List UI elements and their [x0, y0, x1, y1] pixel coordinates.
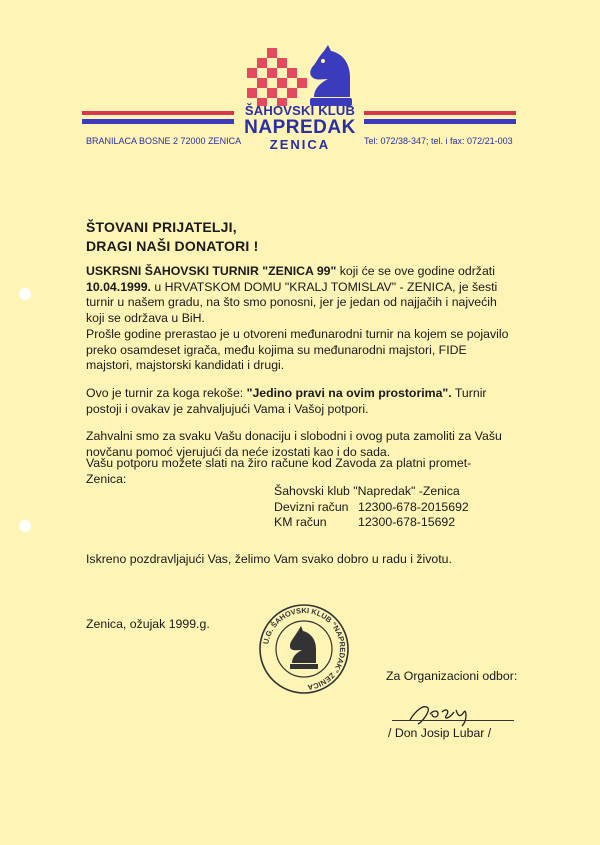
punch-hole-top — [19, 288, 31, 300]
paragraph-regards: Iskreno pozdravljajući Vas, želimo Vam svako dobro u radu i životu. — [86, 552, 452, 566]
tournament-name: USKRSNI ŠAHOVSKI TURNIR "ZENICA 99" — [86, 264, 337, 278]
paragraph-text: Ovo je turnir za koga rekoše: — [86, 386, 247, 400]
account-label: KM račun — [274, 515, 327, 530]
account-row — [274, 500, 469, 516]
committee-label: Za Organizacioni odbor: — [386, 669, 518, 683]
paragraph-text: Turnir postoji i ovakav je zahvaljujući Vama i Vašoj potpori. — [86, 386, 487, 416]
bank-accounts — [274, 484, 469, 531]
paragraph-tournament — [86, 264, 514, 327]
paragraph-thanks: Zahvalni smo za svaku Vašu donaciju i slobodni i ovog puta zamoliti za Vašu novčanu pomoć vjerujući da neće izostati kao i do sada. — [86, 429, 502, 459]
paragraph-accounts-intro: Vašu potporu možete slati na žiro račune kod Zavoda za platni promet- Zenica: — [86, 456, 472, 486]
paragraph-text: koji će se ove godine održati — [336, 264, 495, 278]
club-stamp — [258, 603, 350, 695]
handwritten-signature — [402, 700, 482, 728]
signature-line — [392, 720, 514, 721]
quote-text: "Jedino pravi na ovim prostorima". — [246, 386, 452, 400]
place-date: Zenica, ožujak 1999.g. — [86, 617, 210, 631]
account-number: 12300-678-15692 — [358, 515, 456, 530]
club-name-line3: ZENICA — [269, 137, 331, 152]
paragraph-quote — [86, 386, 514, 417]
paragraph-history: Prošle godine prerastao je u otvoreni međunarodni turnir na kojem se pojavilo preko osamdeset igrača, među kojima su međunarodni majstori, FIDE majstori, majstorski kandidati i drugi. — [86, 327, 509, 373]
greeting-line1: ŠTOVANI PRIJATELJI, — [86, 219, 237, 235]
punch-hole-bottom — [19, 520, 31, 532]
svg-text:U.G. ŠAHOVSKI KLUB "NAPREDAK": U.G. ŠAHOVSKI KLUB "NAPREDAK" ZENICA — [261, 605, 348, 692]
club-address: BRANILACA BOSNE 2 72000 ZENICA — [86, 136, 242, 146]
paragraph-text: u HRVATSKOM DOMU "KRALJ TOMISLAV" - ZENICA, je šesti turnir u našem gradu, na što smo ponosni, jer je jedan od najjačih i najvećih koji se održava u BiH. — [86, 279, 498, 326]
account-number: 12300-678-2015692 — [358, 499, 469, 514]
greeting — [86, 218, 258, 256]
checkerboard-logo — [247, 48, 307, 106]
account-holder: Šahovski klub "Napredak" -Zenica — [274, 484, 460, 498]
signer-name: / Don Josip Lubar / — [388, 726, 492, 740]
club-name-line1: ŠAHOVSKI KLUB — [244, 103, 356, 118]
account-row — [274, 515, 469, 531]
club-name-line2: NAPREDAK — [244, 117, 356, 138]
header-stripe-right — [364, 111, 516, 124]
greeting-line2: DRAGI NAŠI DONATORI ! — [86, 238, 259, 254]
tournament-date: 10.04.1999. — [86, 279, 151, 294]
club-name — [226, 104, 374, 151]
account-label: Devizni račun — [274, 499, 349, 514]
chess-knight-icon — [306, 45, 354, 107]
club-phone: Tel: 072/38-347; tel. i fax: 072/21-003 — [364, 136, 513, 146]
header-stripe-left — [82, 111, 234, 124]
